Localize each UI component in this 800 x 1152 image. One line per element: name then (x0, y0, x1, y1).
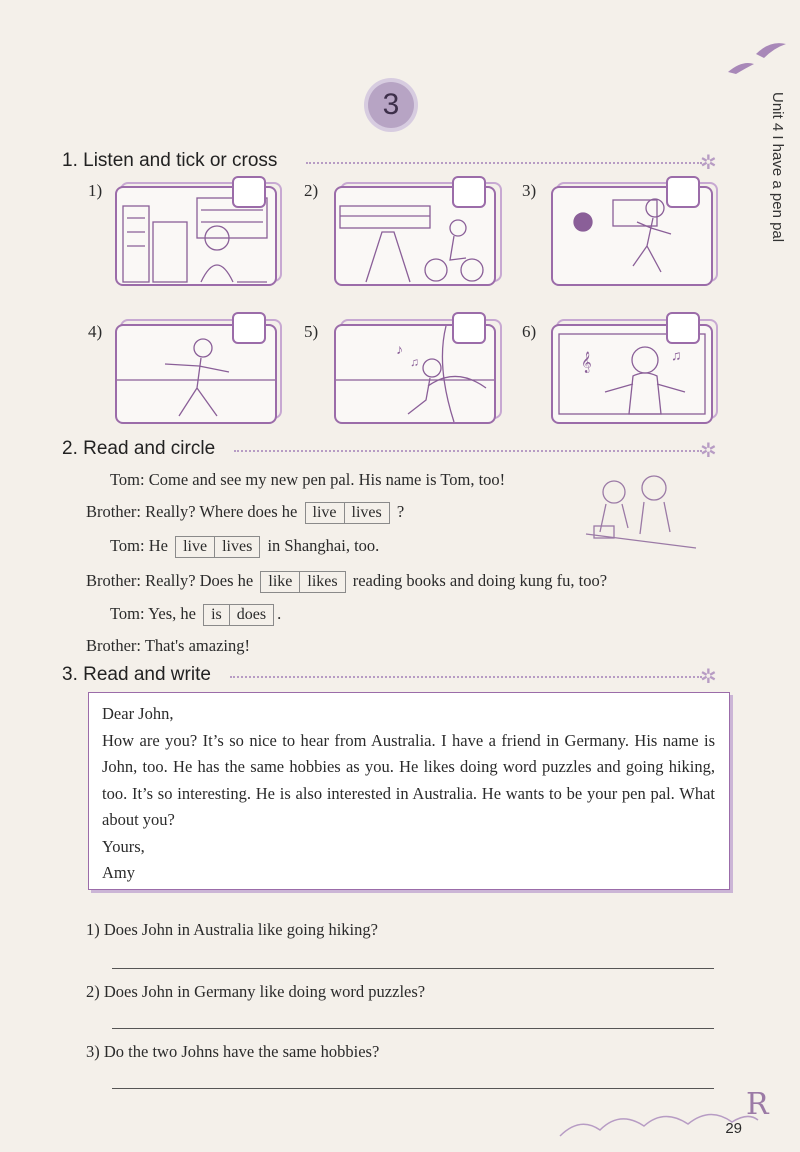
svg-text:𝄞: 𝄞 (581, 352, 592, 372)
letter-card (88, 692, 730, 890)
star-icon: ✲ (700, 438, 717, 462)
answer-box-1[interactable] (232, 176, 266, 208)
section1-title: 1. Listen and tick or cross (62, 150, 278, 171)
item-label: 4) (88, 322, 103, 341)
children-with-letter-icon (586, 470, 696, 550)
choice-box[interactable]: like likes (260, 571, 345, 593)
letter-closing: Yours, (102, 836, 145, 856)
star-icon: ✲ (700, 150, 717, 174)
svg-text:♫: ♫ (410, 355, 419, 369)
answer-line-1[interactable] (112, 968, 714, 969)
question-3: 3) Do the two Johns have the same hobbies? (86, 1042, 380, 1061)
title-divider (234, 450, 702, 452)
answer-line-3[interactable] (112, 1088, 714, 1089)
answer-box-5[interactable] (452, 312, 486, 344)
choice-box[interactable]: live lives (175, 536, 260, 558)
item-label: 1) (88, 181, 103, 200)
section3-title: 3. Read and write (62, 664, 211, 685)
letter-greeting: Dear John, (102, 704, 174, 723)
unit-side-tab: Unit 4 I have a pen pal (769, 92, 786, 243)
dialogue-line: Tom: He live lives in Shanghai, too. (110, 536, 379, 558)
answer-box-2[interactable] (452, 176, 486, 208)
item-label: 5) (304, 322, 319, 341)
svg-text:R: R (746, 1087, 769, 1122)
question-2: 2) Does John in Germany like doing word puzzles? (86, 982, 426, 1001)
star-icon: ✲ (700, 664, 717, 688)
title-divider (230, 676, 702, 678)
dialogue-line: Tom: Yes, he is does . (110, 604, 281, 626)
dialogue-line: Brother: Really? Where does he live lives ? (86, 502, 404, 524)
answer-box-3[interactable] (666, 176, 700, 208)
answer-line-2[interactable] (112, 1028, 714, 1029)
section2-title: 2. Read and circle (62, 438, 216, 459)
dialogue-line: Brother: Really? Does he like likes reading books and doing kung fu, too? (86, 571, 607, 593)
choice-box[interactable]: live lives (305, 502, 390, 524)
answer-box-4[interactable] (232, 312, 266, 344)
title-divider (306, 162, 702, 164)
letter-body: How are you? It’s so nice to hear from Australia. I have a friend in Germany. His name is John, too. He has the same hobbies as you. He likes doing word puzzles and going hiking, too. It’s so interesting. He is also interested in Australia. He wants to be your pen pal. What about you? (102, 730, 715, 829)
svg-text:♪: ♪ (396, 343, 403, 358)
page-number: 29 (725, 1120, 742, 1137)
lesson-number-badge: 3 (368, 82, 414, 128)
item-label: 3) (522, 181, 537, 200)
birds-icon (724, 34, 794, 78)
choice-box[interactable]: is does (203, 604, 274, 626)
answer-box-6[interactable] (666, 312, 700, 344)
item-label: 6) (522, 322, 537, 341)
letter-signature: Amy (102, 863, 135, 882)
svg-text:♫: ♫ (671, 349, 682, 364)
question-1: 1) Does John in Australia like going hiking? (86, 920, 378, 939)
dialogue-line: Brother: That's amazing! (86, 636, 250, 655)
dialogue-line: Tom: Come and see my new pen pal. His name is Tom, too! (110, 470, 506, 489)
item-label: 2) (304, 181, 319, 200)
